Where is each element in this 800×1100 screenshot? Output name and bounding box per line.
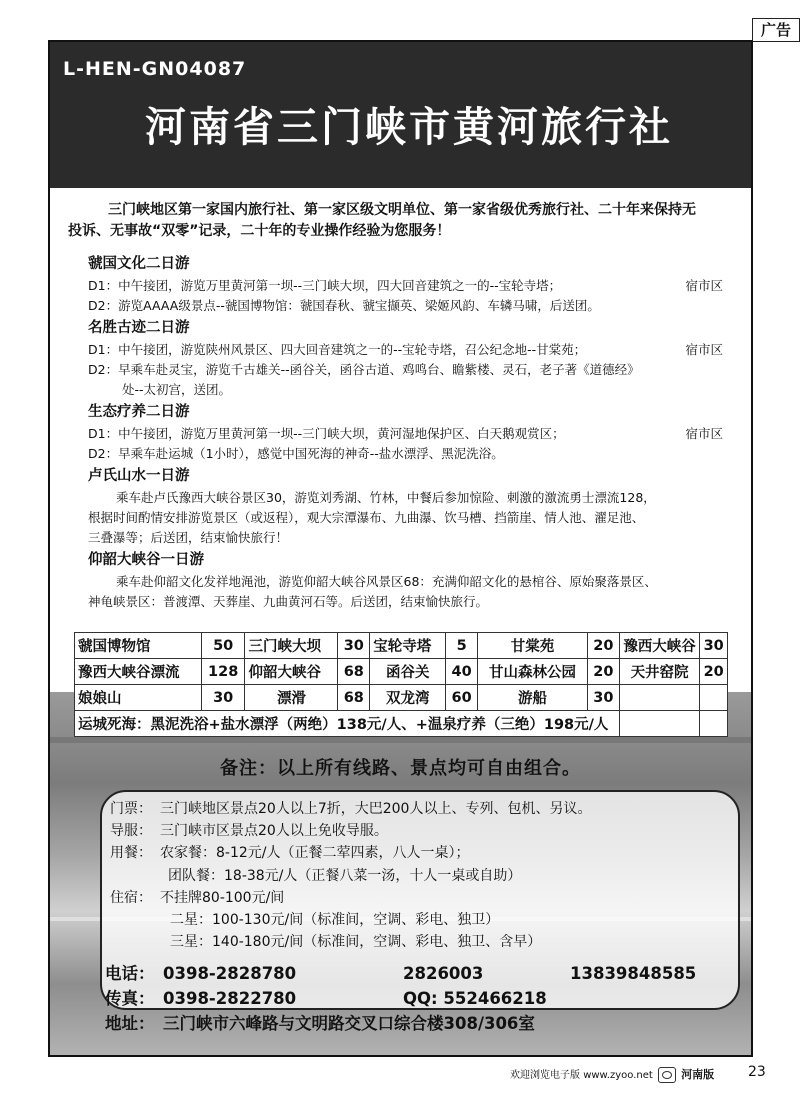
qq-number: QQ: 552466218 — [403, 989, 547, 1008]
stay-info-3: 三星：140-180元/间（标准间，空调、彩电、独卫、含早） — [170, 934, 542, 951]
tour-paragraph: 三叠瀑等；后送团，结束愉快旅行！ — [88, 530, 289, 545]
intro-line-2: 投诉、无事故“双零”记录，二十年的专业操作经验为您服务！ — [68, 223, 451, 239]
intro-text — [68, 200, 753, 242]
tour-day-line: 处--太初宫，送团。 — [122, 382, 232, 397]
price-table — [74, 632, 728, 737]
tour-day-line: D2：游览AAAA级景点--虢国博物馆：虢国春秋、虢宝撷英、梁姬风韵、车辚马啸，后送团。 — [88, 298, 600, 313]
table-row: 豫西大峡谷漂流 128 仰韶大峡谷 68 函谷关 40 甘山森林公园 20 天井窑院 20 — [75, 659, 728, 685]
dead-sea-price: 运城死海：黑泥洗浴+盐水漂浮（两绝）138元/人、+温泉疗养（三绝）198元/人 — [75, 711, 620, 737]
phone-2: 2826003 — [403, 964, 484, 983]
agency-title: 河南省三门峡市黄河旅行社 — [145, 103, 673, 151]
contact-info — [105, 962, 745, 1037]
lodging-note: 宿市区 — [685, 278, 723, 293]
stay-info: 住宿： 不挂牌80-100元/间 — [110, 889, 285, 906]
tour-day-line: D2：早乘车赴运城（1小时），感觉中国死海的神奇--盐水漂浮、黑泥洗浴。 — [88, 446, 504, 461]
fax-number: 0398-2822780 — [163, 989, 297, 1008]
service-info — [110, 798, 730, 953]
meal-info: 用餐： 农家餐：8-12元/人（正餐二荤四素，八人一桌）； — [110, 845, 470, 862]
tour-title: 卢氏山水一日游 — [88, 468, 190, 484]
page-number: 23 — [748, 1064, 766, 1080]
stay-info-2: 二星：100-130元/间（标准间，空调、彩电、独卫） — [170, 912, 500, 929]
header-banner — [50, 42, 751, 188]
tour-paragraph: 神龟峡景区：普渡潭、天葬崖、九曲黄河石等。后送团，结束愉快旅行。 — [88, 594, 489, 609]
fax-row: 传真： 0398-2822780 QQ: 552466218 — [105, 987, 745, 1012]
tour-title: 名胜古迹二日游 — [88, 320, 190, 336]
lodging-note: 宿市区 — [685, 342, 723, 357]
tour-title: 生态疗养二日游 — [88, 404, 190, 420]
guide-info: 导服： 三门峡市区景点20人以上免收导服。 — [110, 823, 388, 840]
tour-paragraph: 乘车赴仰韶文化发祥地渑池，游览仰韶大峡谷风景区68：充满仰韶文化的悬棺谷、原始聚落景区、 — [116, 574, 657, 589]
ad-tag: 广告 — [752, 18, 800, 42]
tour-day-line: D1：中午接团，游览万里黄河第一坝--三门峡大坝，黄河湿地保护区、白天鹅观赏区； 宿市区 — [88, 424, 748, 444]
tour-title: 虢国文化二日游 — [88, 256, 190, 272]
tour-paragraph: 乘车赴卢氏豫西大峡谷景区30，游览刘秀湖、竹林，中餐后参加惊险、刺激的激流勇士漂流128， — [116, 490, 656, 505]
tour-title: 仰韶大峡谷一日游 — [88, 552, 204, 568]
address-row: 地址： 三门峡市六峰路与文明路交叉口综合楼308/306室 — [105, 1012, 745, 1037]
table-row: 虢国博物馆 50 三门峡大坝 30 宝轮寺塔 5 甘棠苑 20 豫西大峡谷 30 — [75, 633, 728, 659]
publisher-logo-icon — [658, 1067, 676, 1083]
address: 三门峡市六峰路与文明路交叉口综合楼308/306室 — [163, 1014, 535, 1033]
table-row: 娘娘山 30 漂滑 68 双龙湾 60 游船 30 — [75, 685, 728, 711]
phone-3: 13839848585 — [570, 964, 697, 983]
table-row — [75, 711, 728, 737]
site-link[interactable]: www.zyoo.net — [583, 1070, 653, 1081]
page-footer: 欢迎浏览电子版 www.zyoo.net 河南版 — [510, 1068, 715, 1081]
phone-1: 0398-2828780 — [163, 964, 297, 983]
lodging-note: 宿市区 — [685, 426, 723, 441]
ad-frame — [48, 40, 753, 1057]
phone-row: 电话： 0398-2828780 2826003 13839848585 — [105, 962, 745, 987]
tour-day-line: D1：中午接团，游览万里黄河第一坝--三门峡大坝，四大回音建筑之一的--宝轮寺塔； 宿市区 — [88, 276, 748, 296]
tour-day-line: D1：中午接团，游览陕州风景区、四大回音建筑之一的--宝轮寺塔，召公纪念地--甘棠苑； 宿市区 — [88, 340, 748, 360]
agency-code: L-HEN-GN04087 — [63, 58, 247, 80]
ticket-info: 门票： 三门峡地区景点20人以上7折，大巴200人以上、专列、包机、另议。 — [110, 801, 592, 817]
intro-line-1: 三门峡地区第一家国内旅行社、第一家区级文明单位、第一家省级优秀旅行社、二十年来保持无 — [108, 202, 696, 218]
meal-info-2: 团队餐：18-38元/人（正餐八菜一汤，十人一桌或自助） — [168, 867, 522, 884]
tour-day-line: D2：早乘车赴灵宝，游览千古雄关--函谷关，函谷古道、鸡鸣台、瞻紫楼、灵石，老子著《道德经》 — [88, 362, 640, 377]
remark: 备注：以上所有线路、景点均可自由组合。 — [220, 758, 581, 779]
tour-paragraph: 根据时间酌情安排游览景区（或返程），观大宗潭瀑布、九曲瀑、饮马槽、挡箭崖、情人池、濯足池、 — [88, 510, 645, 525]
tour-list — [88, 252, 748, 612]
